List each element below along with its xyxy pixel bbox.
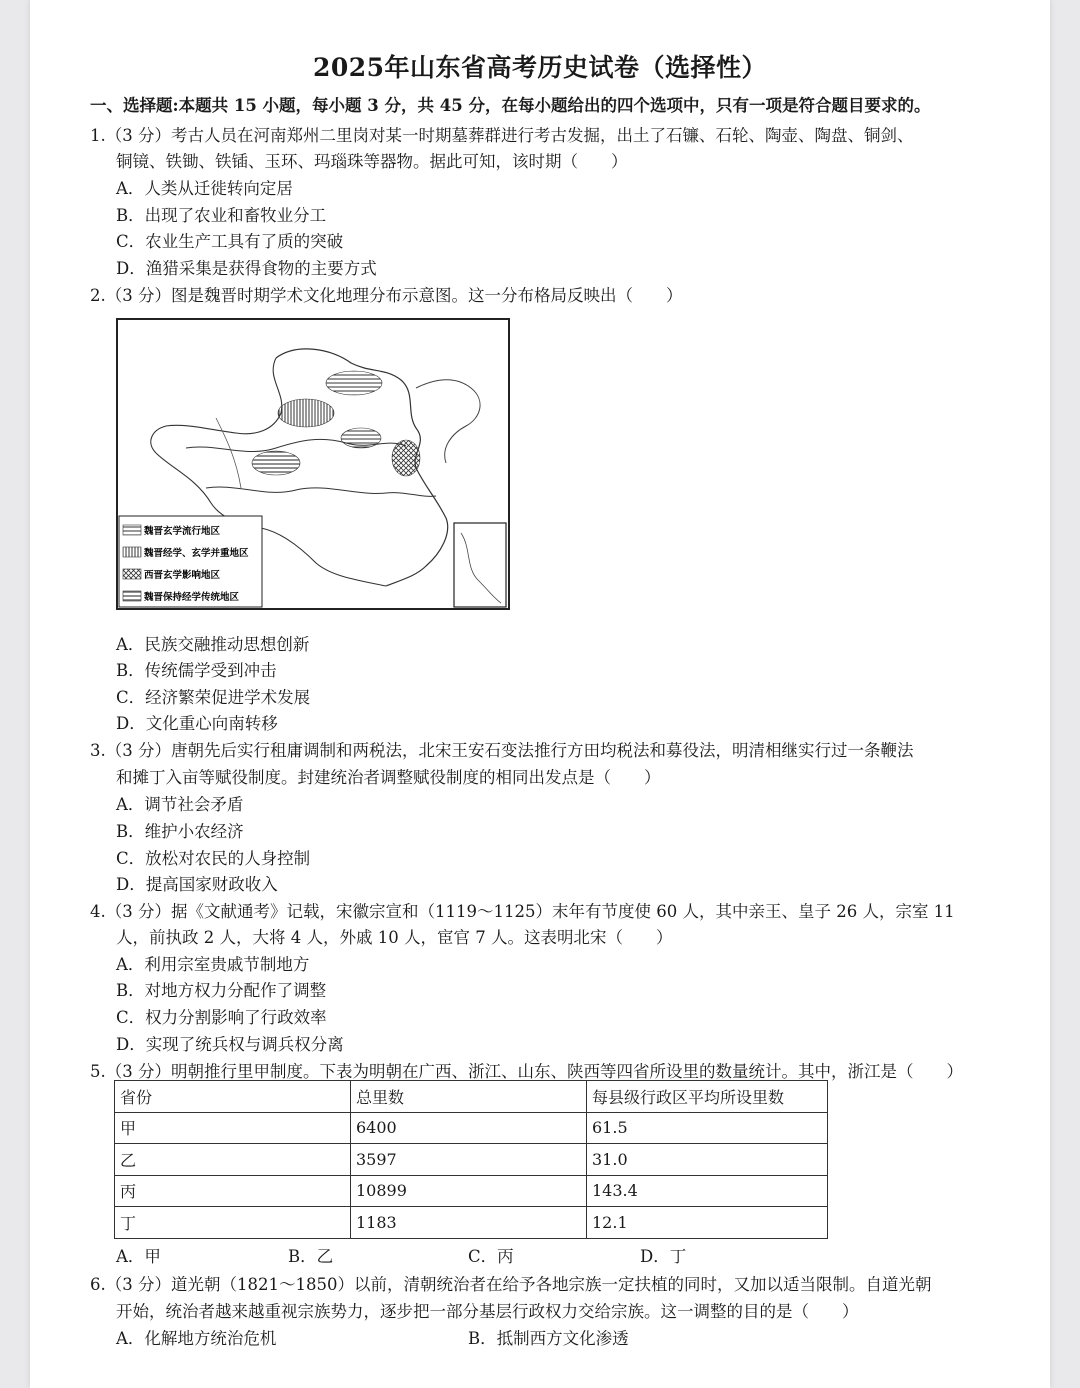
question-3-text: 3.（3 分）唐朝先后实行租庸调制和两税法，北宋王安石变法推行方田均税法和募役法，明清相继实行过一条鞭法 xyxy=(90,741,914,760)
question-2-option-a: A．民族交融推动思想创新 xyxy=(116,635,310,654)
question-5-option-a: A．甲 xyxy=(116,1247,161,1266)
table-row xyxy=(115,1175,828,1207)
table-cell: 61.5 xyxy=(587,1112,828,1144)
question-1-option-b: B．出现了农业和畜牧业分工 xyxy=(116,206,327,225)
question-2-text: 2.（3 分）图是魏晋时期学术文化地理分布示意图。这一分布格局反映出（ ） xyxy=(90,286,683,305)
li-count-table xyxy=(114,1080,828,1239)
question-4-text-cont: 人，前执政 2 人，大将 4 人，外戚 10 人，宦官 7 人。这表明北宋（ ） xyxy=(116,928,673,947)
question-3-text-cont: 和摊丁入亩等赋役制度。封建统治者调整赋役制度的相同出发点是（ ） xyxy=(116,768,661,787)
table-header-cell: 省份 xyxy=(115,1081,351,1113)
question-6-text: 6.（3 分）道光朝（1821～1850）以前，清朝统治者在给予各地宗族一定扶植的同时，又加以适当限制。自道光朝 xyxy=(90,1275,932,1294)
wei-jin-culture-map xyxy=(116,318,510,610)
section-heading: 一、选择题:本题共 15 小题，每小题 3 分，共 45 分，在每小题给出的四个选项中，只有一项是符合题目要求的。 xyxy=(90,96,931,115)
question-5-option-b: B．乙 xyxy=(288,1247,334,1266)
map-legend-2: 魏晋经学、玄学并重地区 xyxy=(144,548,249,559)
question-6-option-a: A．化解地方统治危机 xyxy=(116,1329,277,1348)
question-4-option-a: A．利用宗室贵戚节制地方 xyxy=(116,955,310,974)
question-3-option-d: D．提高国家财政收入 xyxy=(116,875,278,894)
question-2-option-c: C．经济繁荣促进学术发展 xyxy=(116,688,311,707)
question-2-option-d: D．文化重心向南转移 xyxy=(116,714,278,733)
question-4-text: 4.（3 分）据《文献通考》记载，宋徽宗宣和（1119～1125）末年有节度使 60 人，其中亲王、皇子 26 人，宗室 11 xyxy=(90,902,955,921)
question-1-option-a: A．人类从迁徙转向定居 xyxy=(116,179,293,198)
table-cell: 6400 xyxy=(351,1112,587,1144)
table-cell: 1183 xyxy=(351,1207,587,1239)
question-2-option-b: B．传统儒学受到冲击 xyxy=(116,661,277,680)
table-cell: 10899 xyxy=(351,1175,587,1207)
table-cell: 143.4 xyxy=(587,1175,828,1207)
table-cell: 3597 xyxy=(351,1144,587,1176)
question-6-text-cont: 开始，统治者越来越重视宗族势力，逐步把一部分基层行政权力交给宗族。这一调整的目的是（ ） xyxy=(116,1302,859,1321)
table-row xyxy=(115,1112,828,1144)
question-1-text: 1.（3 分）考古人员在河南郑州二里岗对某一时期墓葬群进行考古发掘，出土了石镰、石轮、陶壶、陶盘、铜剑、 xyxy=(90,126,914,145)
question-5-text: 5.（3 分）明朝推行里甲制度。下表为明朝在广西、浙江、山东、陕西等四省所设里的数量统计。其中，浙江是（ ） xyxy=(90,1062,963,1081)
question-3-option-a: A．调节社会矛盾 xyxy=(116,795,244,814)
question-4-option-d: D．实现了统兵权与调兵权分离 xyxy=(116,1035,344,1054)
question-1-option-c: C．农业生产工具有了质的突破 xyxy=(116,232,344,251)
question-1-option-d: D．渔猎采集是获得食物的主要方式 xyxy=(116,259,377,278)
question-1-text-cont: 铜镜、铁锄、铁锸、玉环、玛瑙珠等器物。据此可知，该时期（ ） xyxy=(116,152,628,171)
page-title: 2025年山东省高考历史试卷（选择性） xyxy=(312,53,768,82)
exam-page xyxy=(30,0,1050,1388)
table-cell: 乙 xyxy=(115,1144,351,1176)
table-cell: 12.1 xyxy=(587,1207,828,1239)
question-4-option-c: C．权力分割影响了行政效率 xyxy=(116,1008,327,1027)
map-legend-1: 魏晋玄学流行地区 xyxy=(144,526,221,537)
table-header-cell: 每县级行政区平均所设里数 xyxy=(587,1081,828,1113)
question-5-option-d: D．丁 xyxy=(640,1247,687,1266)
question-3-option-b: B．维护小农经济 xyxy=(116,822,244,841)
table-cell: 丙 xyxy=(115,1175,351,1207)
table-header-cell: 总里数 xyxy=(351,1081,587,1113)
question-6-option-b: B．抵制西方文化渗透 xyxy=(468,1329,629,1348)
map-legend-3: 西晋玄学影响地区 xyxy=(144,570,221,581)
table-cell: 甲 xyxy=(115,1112,351,1144)
table-row xyxy=(115,1144,828,1176)
table-cell: 31.0 xyxy=(587,1144,828,1176)
question-5-option-c: C．丙 xyxy=(468,1247,514,1266)
question-4-option-b: B．对地方权力分配作了调整 xyxy=(116,981,327,1000)
table-cell: 丁 xyxy=(115,1207,351,1239)
question-3-option-c: C．放松对农民的人身控制 xyxy=(116,849,311,868)
table-header-row xyxy=(115,1081,828,1113)
table-row xyxy=(115,1207,828,1239)
map-legend-4: 魏晋保持经学传统地区 xyxy=(144,592,240,603)
